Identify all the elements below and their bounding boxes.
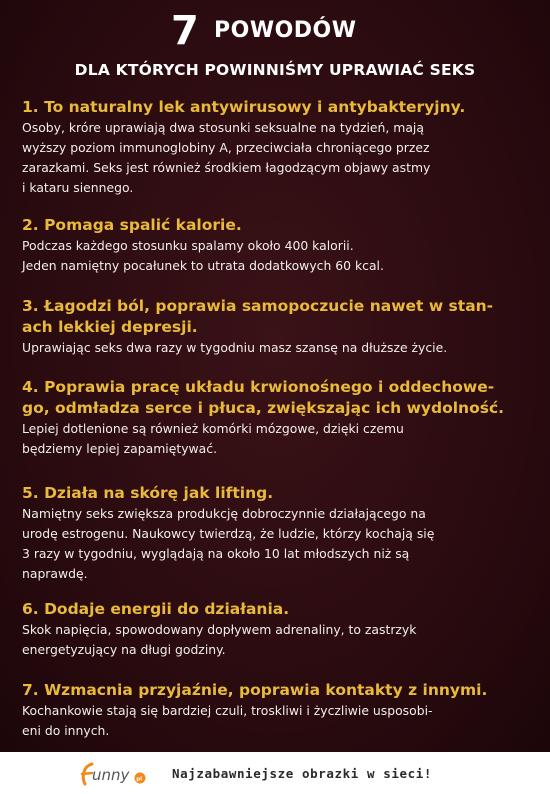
svg-text:pl: pl	[136, 776, 143, 783]
header-number: 7	[171, 8, 199, 54]
reason-body: Kochankowie stają się bardziej czuli, troskliwi i życzliwie usposobi- eni do innych.	[22, 703, 433, 738]
reason-item-1	[22, 97, 534, 198]
reason-body: Namiętny seks zwiększa produkcję dobroczynnie działającego na urodę estrogenu. Naukowcy twierdzą, że ludzie, którzy kochają się 3 razy w tygodniu, wyglądają na około 10 lat młodszych niż są naprawdę.	[22, 506, 435, 581]
reason-item-3	[22, 296, 534, 358]
header-title: POWODÓW	[214, 18, 357, 43]
reason-body: Podczas każdego stosunku spalamy około 400 kalorii. Jeden namiętny pocałunek to utrata dodatkowych 60 kcal.	[22, 238, 384, 273]
reason-body: Skok napięcia, spowodowany dopływem adrenaliny, to zastrzyk energetyzujący na długi godziny.	[22, 622, 417, 657]
reason-body: Osoby, króre uprawiają dwa stosunki seksualne na tydzień, mają wyższy poziom immunoglobiny A, przeciwciała chroniącego przez zarazkami. Seks jest również środkiem łagodzącym objawy astmy i kataru siennego.	[22, 120, 431, 195]
reason-item-7	[22, 680, 534, 741]
funny-logo-icon	[78, 758, 152, 788]
reason-title: 4. Poprawia pracę układu krwionośnego i oddechowe- go, odmładza serce i płuca, zwiększając ich wydolność.	[22, 378, 505, 417]
reason-item-5	[22, 483, 534, 584]
site-logo[interactable]	[78, 758, 152, 788]
reason-item-6	[22, 599, 534, 660]
reason-item-4	[22, 377, 534, 459]
footer	[0, 752, 550, 794]
reason-title: 2. Pomaga spalić kalorie.	[22, 216, 242, 234]
header-subtitle: DLA KTÓRYCH POWINNIŚMY UPRAWIAĆ SEKS	[74, 61, 476, 79]
reason-title: 7. Wzmacnia przyjaźnie, poprawia kontakty z innymi.	[22, 681, 488, 699]
reason-body: Uprawiając seks dwa razy w tygodniu masz szansę na dłuższe życie.	[22, 340, 448, 355]
reason-title: 6. Dodaje energii do działania.	[22, 600, 290, 618]
reason-title: 1. To naturalny lek antywirusowy i antybakteryjny.	[22, 98, 466, 116]
svg-text:unny: unny	[92, 766, 130, 784]
reason-title: 5. Działa na skórę jak lifting.	[22, 484, 274, 502]
footer-tagline: Najzabawniejsze obrazki w sieci!	[172, 766, 433, 781]
reason-title: 3. Łagodzi ból, poprawia samopoczucie nawet w stan- ach lekkiej depresji.	[22, 297, 494, 336]
reason-item-2	[22, 215, 534, 276]
reason-body: Lepiej dotlenione są również komórki mózgowe, dzięki czemu będziemy lepiej zapamiętywać.	[22, 421, 404, 456]
